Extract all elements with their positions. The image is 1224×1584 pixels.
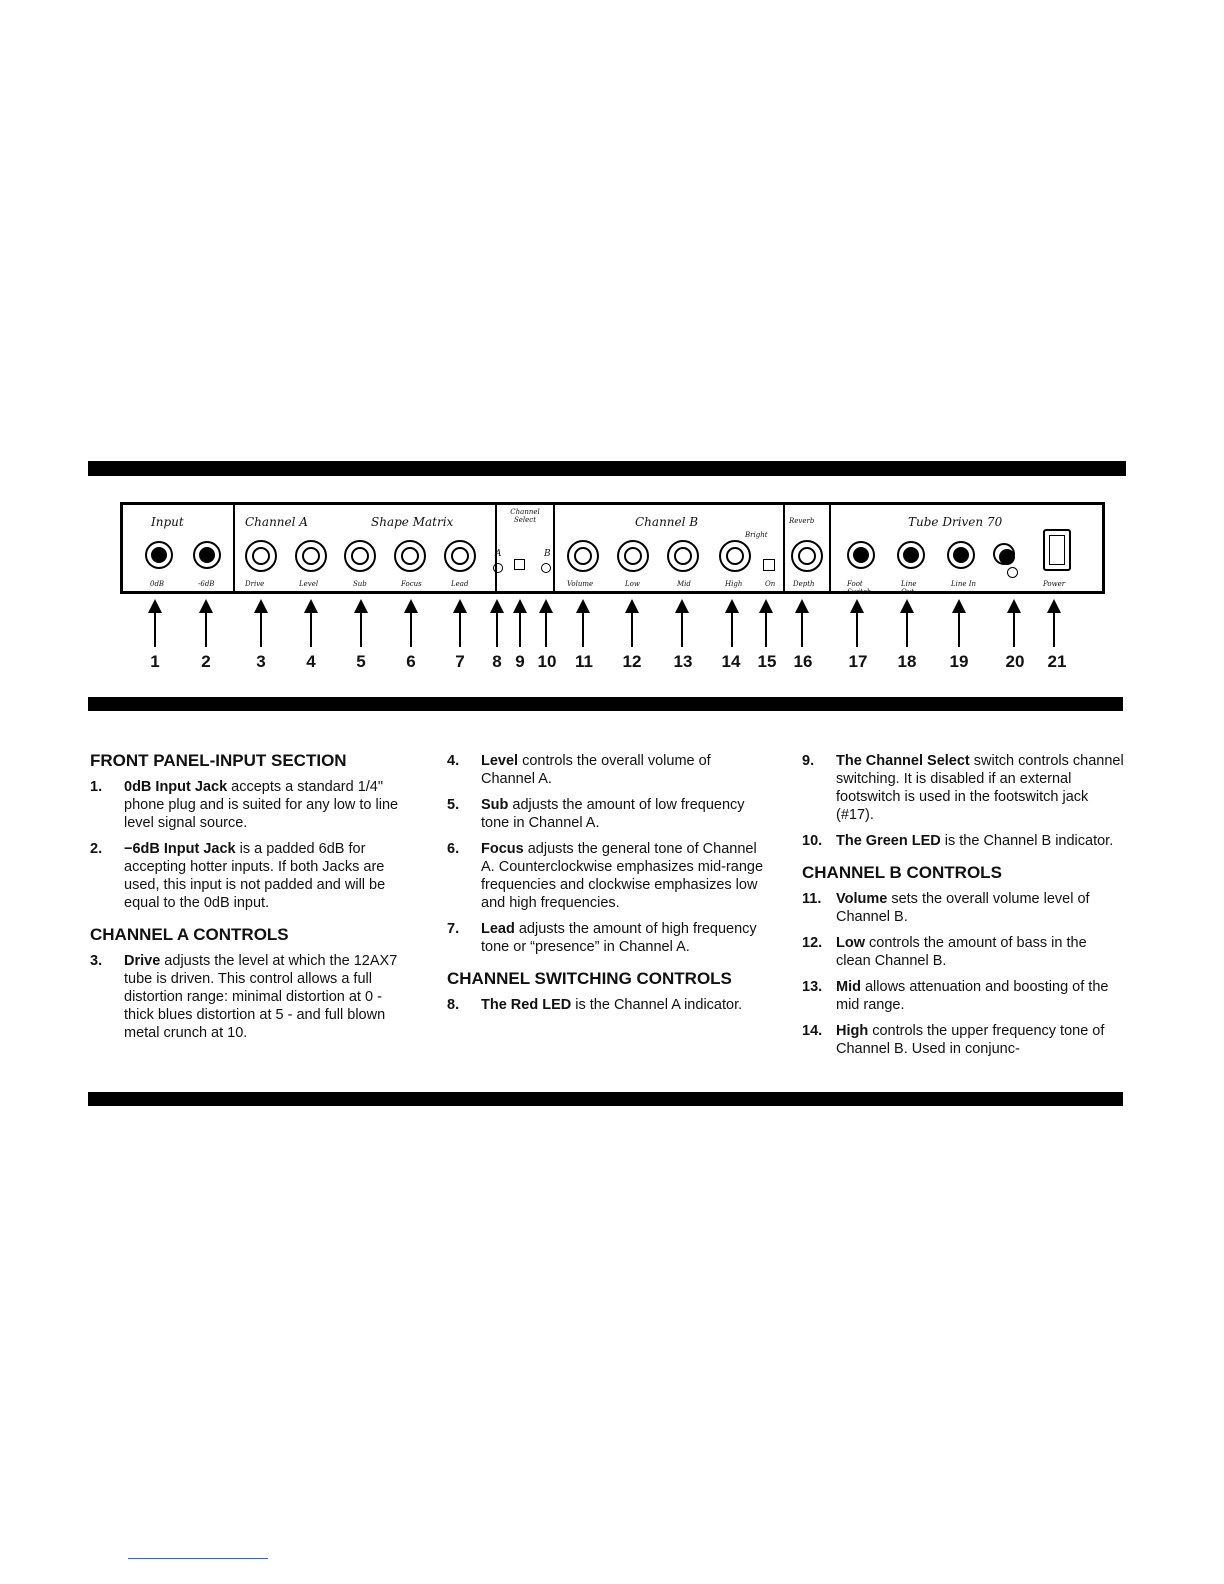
callout-number: 6 bbox=[406, 652, 416, 671]
callout-number: 21 bbox=[1047, 652, 1067, 671]
mid-knob bbox=[667, 540, 699, 572]
level-knob bbox=[295, 540, 327, 572]
channel-select-switch bbox=[514, 559, 525, 570]
green-led bbox=[541, 563, 551, 573]
list-item: 1. 0dB Input Jack accepts a standard 1/4" phone plug and is suited for any low to line level signal source. bbox=[90, 779, 399, 831]
callout-arrow bbox=[410, 601, 412, 647]
callout-number: 7 bbox=[455, 652, 465, 671]
jack-label: Line In bbox=[951, 580, 977, 588]
callout-arrow bbox=[582, 601, 584, 647]
bright-on-label: On bbox=[765, 580, 776, 588]
tube-driven-label: Tube Driven 70 bbox=[908, 515, 1003, 529]
divider bbox=[829, 505, 831, 594]
list-item: 12. Low controls the amount of bass in the clean Channel B. bbox=[802, 935, 1087, 969]
knob-label: High bbox=[725, 580, 743, 588]
list-item: 13. Mid allows attenuation and boosting of the mid range. bbox=[802, 979, 1109, 1013]
knob-label: Lead bbox=[451, 580, 469, 588]
callout-number: 18 bbox=[897, 652, 917, 671]
knob-label: Low bbox=[625, 580, 640, 588]
callout-number: 16 bbox=[793, 652, 813, 671]
knob-label: Level bbox=[299, 580, 319, 588]
callout-arrow bbox=[731, 601, 733, 647]
list-item: 11. Volume sets the overall volume level of Channel B. bbox=[802, 891, 1090, 925]
channel-a-label: Channel A bbox=[245, 515, 308, 529]
callout-arrow bbox=[681, 601, 683, 647]
low-knob bbox=[617, 540, 649, 572]
callout-arrow bbox=[205, 601, 207, 647]
callout-number: 4 bbox=[306, 652, 316, 671]
callout-number: 14 bbox=[721, 652, 741, 671]
input-jack-minus6db bbox=[193, 541, 221, 569]
footer-link-underline bbox=[128, 1558, 268, 1559]
list-item: 7. Lead adjusts the amount of high frequency tone or “presence” in Channel A. bbox=[447, 921, 757, 955]
callout-number: 15 bbox=[757, 652, 777, 671]
callout-arrow bbox=[856, 601, 858, 647]
sub-knob bbox=[344, 540, 376, 572]
jack-label: -6dB bbox=[198, 580, 215, 588]
jack-label: Foot Switch bbox=[847, 580, 872, 596]
callout-arrow bbox=[631, 601, 633, 647]
high-knob bbox=[719, 540, 751, 572]
focus-knob bbox=[394, 540, 426, 572]
knob-label: Mid bbox=[677, 580, 691, 588]
led-a-label: A bbox=[495, 549, 502, 559]
input-jack-0db bbox=[145, 541, 173, 569]
callout-number: 8 bbox=[492, 652, 502, 671]
foot-switch-jack bbox=[847, 541, 875, 569]
list-item: 4. Level controls the overall volume of Channel A. bbox=[447, 753, 711, 787]
text-column-2 bbox=[447, 752, 767, 1022]
red-led bbox=[493, 563, 503, 573]
aux-jack bbox=[993, 543, 1015, 565]
divider bbox=[233, 505, 235, 594]
led-b-label: B bbox=[544, 549, 551, 559]
callout-arrow bbox=[459, 601, 461, 647]
callout-number: 12 bbox=[622, 652, 642, 671]
list-item: 14. High controls the upper frequency tone of Channel B. Used in conjunc- bbox=[802, 1023, 1105, 1057]
callout-number: 3 bbox=[256, 652, 266, 671]
text-column-1 bbox=[90, 752, 410, 1050]
callout-arrow bbox=[545, 601, 547, 647]
middle-rule bbox=[88, 697, 1123, 711]
knob-label: Drive bbox=[245, 580, 265, 588]
list-item: 3. Drive adjusts the level at which the 12AX7 tube is driven. This control allows a full distortion range: minimal distortion at 0 - thick blues distortion at 5 - and full blown metal crunch at 10. bbox=[90, 953, 398, 1041]
list-item: 2. −6dB Input Jack is a padded 6dB for accepting hotter inputs. If both Jacks are used, this input is not padded and will be equal to the 0dB input. bbox=[90, 841, 386, 911]
list-item: 10. The Green LED is the Channel B indicator. bbox=[802, 833, 1114, 849]
callout-number: 17 bbox=[848, 652, 868, 671]
section-heading: CHANNEL B CONTROLS bbox=[802, 863, 1002, 882]
power-label: Power bbox=[1043, 580, 1066, 588]
callout-number: 5 bbox=[356, 652, 366, 671]
input-label: Input bbox=[151, 515, 184, 529]
callout-number: 13 bbox=[673, 652, 693, 671]
bottom-rule bbox=[88, 1092, 1123, 1106]
callout-number: 20 bbox=[1005, 652, 1025, 671]
callout-arrow bbox=[1053, 601, 1055, 647]
section-heading: CHANNEL SWITCHING CONTROLS bbox=[447, 969, 732, 988]
front-panel-diagram bbox=[120, 502, 1105, 594]
volume-knob bbox=[567, 540, 599, 572]
section-heading: CHANNEL A CONTROLS bbox=[90, 925, 289, 944]
list-item: 5. Sub adjusts the amount of low frequency tone in Channel A. bbox=[447, 797, 745, 831]
divider bbox=[783, 505, 785, 594]
jack-label: 0dB bbox=[150, 580, 165, 588]
lead-knob bbox=[444, 540, 476, 572]
callout-number: 2 bbox=[201, 652, 211, 671]
power-led bbox=[1007, 567, 1018, 578]
callout-arrow bbox=[906, 601, 908, 647]
callout-number: 11 bbox=[575, 652, 593, 671]
reverb-label: Reverb bbox=[789, 517, 815, 525]
callout-arrow bbox=[765, 601, 767, 647]
bright-label: Bright bbox=[745, 531, 768, 539]
list-item: 6. Focus adjusts the general tone of Channel A. Counterclockwise emphasizes mid-range frequencies and clockwise emphasizes low and high frequencies. bbox=[447, 841, 764, 911]
line-in-jack bbox=[947, 541, 975, 569]
callout-number: 10 bbox=[537, 652, 557, 671]
callout-number: 1 bbox=[150, 652, 160, 671]
power-switch bbox=[1043, 529, 1071, 571]
callout-number: 19 bbox=[949, 652, 969, 671]
callout-number: 9 bbox=[515, 652, 525, 671]
knob-label: Depth bbox=[793, 580, 815, 588]
knob-label: Volume bbox=[567, 580, 594, 588]
shape-matrix-label: Shape Matrix bbox=[371, 515, 454, 529]
top-rule bbox=[88, 461, 1126, 476]
knob-label: Sub bbox=[353, 580, 367, 588]
depth-knob bbox=[791, 540, 823, 572]
callout-arrow bbox=[260, 601, 262, 647]
list-item: 9. The Channel Select switch controls channel switching. It is disabled if an external footswitch is used in the footswitch jack (#17). bbox=[802, 753, 1124, 823]
callout-arrow bbox=[519, 601, 521, 647]
text-column-3 bbox=[802, 752, 1124, 1066]
jack-label: Line Out bbox=[901, 580, 917, 596]
list-item: 8. The Red LED is the Channel A indicator. bbox=[447, 997, 743, 1013]
section-heading: FRONT PANEL-INPUT SECTION bbox=[90, 751, 347, 770]
divider bbox=[553, 505, 555, 594]
callout-arrow bbox=[496, 601, 498, 647]
callout-arrow bbox=[801, 601, 803, 647]
drive-knob bbox=[245, 540, 277, 572]
callout-arrow bbox=[958, 601, 960, 647]
callout-arrow bbox=[154, 601, 156, 647]
channel-select-label: Channel Select bbox=[510, 508, 540, 524]
bright-switch bbox=[763, 559, 775, 571]
callout-arrow bbox=[360, 601, 362, 647]
callout-arrow bbox=[1013, 601, 1015, 647]
line-out-jack bbox=[897, 541, 925, 569]
callout-arrow bbox=[310, 601, 312, 647]
knob-label: Focus bbox=[401, 580, 422, 588]
channel-b-label: Channel B bbox=[635, 515, 699, 529]
